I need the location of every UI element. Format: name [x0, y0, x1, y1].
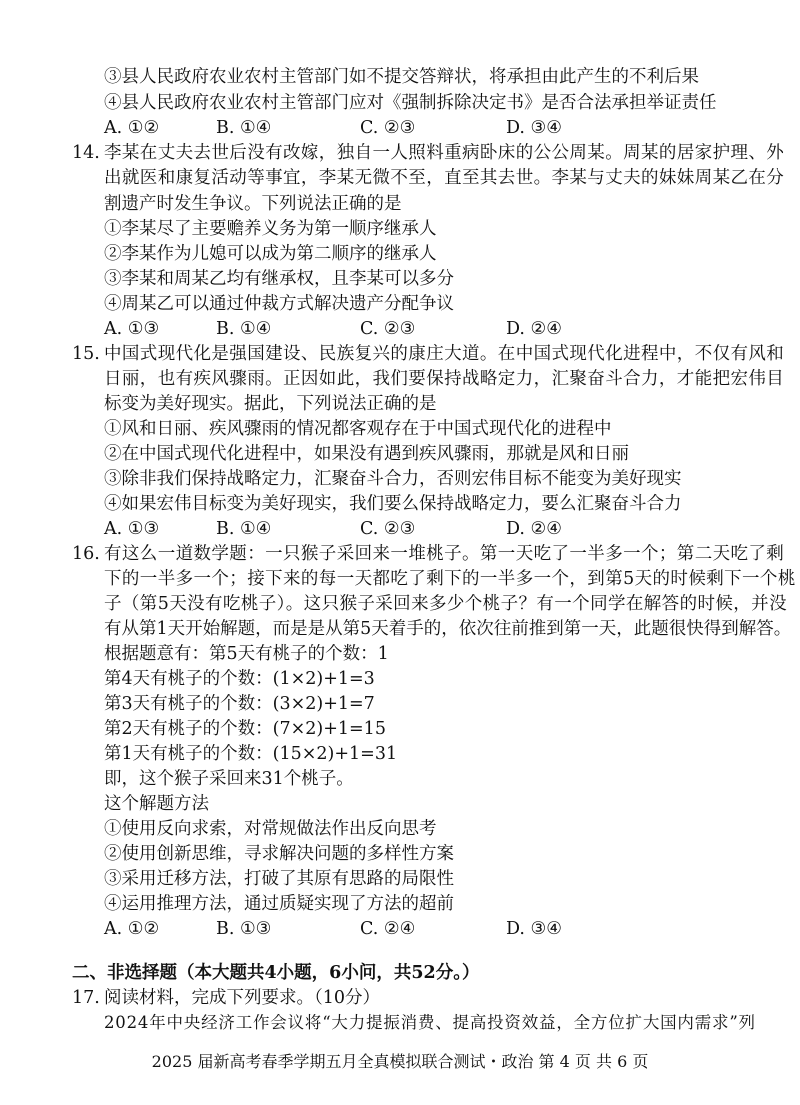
q14-stem-line: 李某在丈夫去世后没有改嫁，独自一人照料重病卧床的公公周某。周某的居家护理、外: [104, 143, 785, 163]
q16-statement: ③采用迁移方法，打破了其原有思路的局限性: [104, 869, 454, 889]
q16-options: [104, 918, 704, 940]
q14-option-a[interactable]: A. ①③: [104, 319, 160, 339]
q14-statement: ③李某和周某乙均有继承权，且李某可以多分: [104, 269, 454, 289]
q15-option-c[interactable]: C. ②③: [360, 519, 416, 539]
q15-stem-line: 标变为美好现实。据此，下列说法正确的是: [104, 394, 437, 414]
q17-material-line: 2024年中央经济工作会议将“大力提振消费、提高投资效益，全方位扩大国内需求”列: [104, 1013, 756, 1032]
q17-number: 17.: [72, 988, 100, 1008]
q14-option-b[interactable]: B. ①④: [216, 319, 272, 339]
q14-statement: ①李某尽了主要赡养义务为第一顺序继承人: [104, 219, 437, 239]
q14-option-c[interactable]: C. ②③: [360, 319, 416, 339]
q16-statement: ②使用创新思维，寻求解决问题的多样性方案: [104, 844, 454, 864]
q16-number: 16.: [72, 544, 100, 564]
q13-option-a[interactable]: A. ①②: [104, 118, 160, 138]
q17-instruction: 阅读材料，完成下列要求。（10分）: [104, 988, 381, 1008]
q14-statement: ②李某作为儿媳可以成为第二顺序的继承人: [104, 244, 437, 264]
q16-stem-line: 有从第1天开始解题，而是是从第5天着手的，依次往前推到第一天，此题很快得到解答。: [104, 619, 792, 639]
q15-statement: ①风和日丽、疾风骤雨的情况都客观存在于中国式现代化的进程中: [104, 419, 612, 439]
q16-stem-line: 子（第5天没有吃桃子）。这只猴子采回来多少个桃子？有一个同学在解答的时候，并没: [104, 594, 787, 614]
q13-statement-3: ③县人民政府农业农村主管部门如不提交答辩状，将承担由此产生的不利后果: [104, 67, 699, 87]
q14-stem-line: 割遗产时发生争议。下列说法正确的是: [104, 194, 402, 214]
q15-statement: ②在中国式现代化进程中，如果没有遇到疾风骤雨，那就是风和日丽: [104, 444, 629, 464]
q15-option-d[interactable]: D. ②④: [506, 519, 562, 539]
q16-stem-line: 第1天有桃子的个数：(15×2)+1=31: [104, 744, 398, 764]
q13-option-d[interactable]: D. ③④: [506, 118, 562, 138]
q14-options: [104, 318, 704, 340]
q16-option-d[interactable]: D. ③④: [506, 919, 562, 939]
q14-statement: ④周某乙可以通过仲裁方式解决遗产分配争议: [104, 294, 454, 314]
q16-statement: ④运用推理方法，通过质疑实现了方法的超前: [104, 894, 454, 914]
q16-option-b[interactable]: B. ①③: [216, 919, 272, 939]
q15-number: 15.: [72, 344, 100, 364]
q16-stem-line: 第2天有桃子的个数：(7×2)+1=15: [104, 719, 386, 739]
q15-stem-line: 日丽，也有疾风骤雨。正因如此，我们要保持战略定力，汇聚奋斗合力，才能把宏伟目: [104, 369, 785, 389]
q15-options: [104, 518, 704, 540]
q15-option-b[interactable]: B. ①④: [216, 519, 272, 539]
q16-stem-line: 这个解题方法: [104, 794, 209, 814]
q16-stem-line: 即，这个猴子采回来31个桃子。: [104, 769, 354, 789]
q15-option-a[interactable]: A. ①③: [104, 519, 160, 539]
q14-number: 14.: [72, 143, 100, 163]
section-heading: 二、非选择题（本大题共4小题，6小问，共52分。）: [72, 963, 480, 983]
q16-stem-line: 有这么一道数学题：一只猴子采回来一堆桃子。第一天吃了一半多一个；第二天吃了剩: [104, 544, 785, 564]
q15-statement: ③除非我们保持战略定力，汇聚奋斗合力，否则宏伟目标不能变为美好现实: [104, 469, 682, 489]
q13-statement-4: ④县人民政府农业农村主管部门应对《强制拆除决定书》是否合法承担举证责任: [104, 93, 717, 113]
q13-options: [104, 117, 704, 139]
q15-statement: ④如果宏伟目标变为美好现实，我们要么保持战略定力，要么汇聚奋斗合力: [104, 494, 682, 514]
q14-stem-line: 出就医和康复活动等事宜，李某无微不至，直至其去世。李某与丈夫的妹妹周某乙在分: [104, 168, 785, 188]
q13-option-c[interactable]: C. ②③: [360, 118, 416, 138]
q13-option-b[interactable]: B. ①④: [216, 118, 272, 138]
q15-stem-line: 中国式现代化是强国建设、民族复兴的康庄大道。在中国式现代化进程中，不仅有风和: [104, 344, 785, 364]
q16-stem-line: 根据题意有：第5天有桃子的个数：1: [104, 644, 389, 664]
q14-option-d[interactable]: D. ②④: [506, 319, 562, 339]
q16-statement: ①使用反向求索，对常规做法作出反向思考: [104, 819, 437, 839]
q16-option-a[interactable]: A. ①②: [104, 919, 160, 939]
q16-option-c[interactable]: C. ②④: [360, 919, 416, 939]
q16-stem-line: 第4天有桃子的个数：(1×2)+1=3: [104, 669, 375, 689]
page-footer: 2025 届新高考春季学期五月全真模拟联合测试・政治 第 4 页 共 6 页: [151, 1052, 649, 1071]
q16-stem-line: 下的一半多一个；接下来的每一天都吃了剩下的一半多一个，到第5天的时候剩下一个桃: [104, 569, 796, 589]
q16-stem-line: 第3天有桃子的个数：(3×2)+1=7: [104, 694, 375, 714]
